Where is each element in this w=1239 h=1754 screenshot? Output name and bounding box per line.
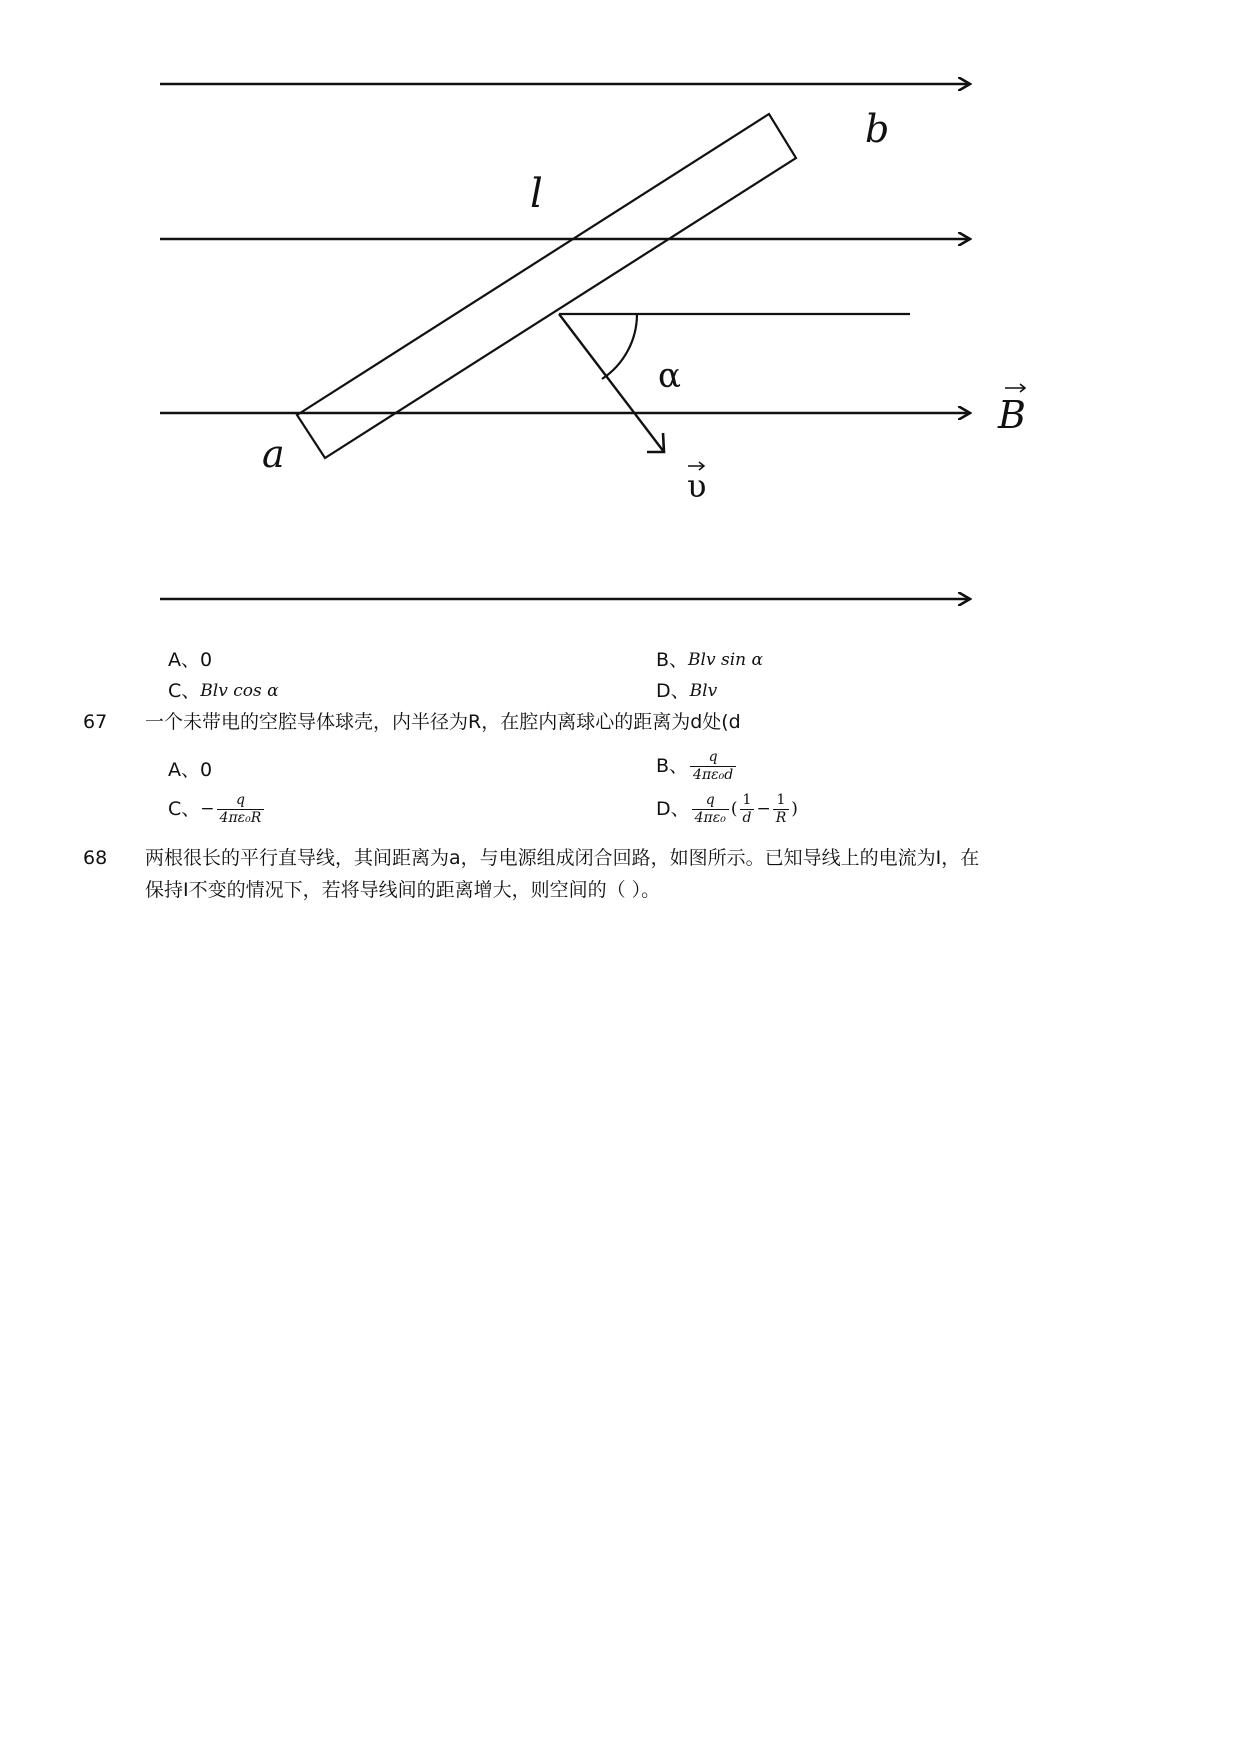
label-B: B — [998, 393, 1026, 437]
label-a: a — [262, 432, 285, 476]
q68-stem-line-1: 两根很长的平行直导线，其间距离为a，与电源组成闭合回路，如图所示。已知导线上的电流为I，在 — [145, 847, 980, 869]
label-v: υ — [687, 467, 707, 505]
option-letter: B、 — [656, 649, 689, 671]
option-letter: B、 — [656, 754, 689, 777]
q67-option-c[interactable] — [168, 793, 266, 825]
q67-option-b[interactable] — [656, 750, 738, 782]
velocity-arrow — [559, 314, 664, 452]
option-math: Blv — [689, 681, 718, 701]
q67-number: 67 — [83, 711, 108, 733]
angle-arc — [602, 314, 637, 379]
q67-option-a[interactable] — [168, 761, 212, 780]
option-letter: A、 — [168, 649, 200, 671]
label-b: b — [865, 107, 890, 151]
label-l: l — [530, 171, 543, 217]
option-letter: A、 — [168, 759, 200, 781]
B-vector-arrow-icon — [1005, 384, 1025, 392]
q68-stem-line-2: 保持I不变的情况下，若将导线间的距离增大，则空间的（ ）。 — [145, 879, 661, 901]
open-paren: ( — [730, 798, 738, 819]
q66-option-c[interactable] — [168, 682, 279, 701]
option-letter: D、 — [656, 797, 690, 820]
fraction: $\frac{q}{\text{4πε₀d}}$ — [690, 750, 736, 782]
conducting-rod — [297, 114, 796, 458]
magnetic-field-rod-figure — [0, 0, 1239, 640]
option-value: 0 — [200, 649, 213, 671]
option-letter: C、 — [168, 680, 201, 702]
q68-number: 68 — [83, 847, 108, 869]
option-math: Blv cos α — [200, 681, 279, 701]
option-letter: C、 — [168, 797, 201, 820]
label-alpha: α — [658, 356, 681, 396]
q66-option-a[interactable] — [168, 651, 212, 670]
q66-option-b[interactable] — [656, 651, 763, 670]
fraction: $\frac{1}{d}$ — [740, 793, 755, 825]
fraction: $\frac{q}{\text{4πε₀R}}$ — [217, 793, 265, 825]
close-paren: ) — [791, 798, 798, 819]
option-letter: D、 — [656, 680, 690, 702]
option-value: 0 — [200, 759, 213, 781]
q67-option-d[interactable] — [656, 793, 798, 825]
fraction: $\frac{1}{R}$ — [773, 793, 790, 825]
minus-sign: − — [756, 798, 771, 819]
fraction: $\frac{q}{\text{4πε₀}}$ — [692, 793, 729, 825]
minus-sign: − — [200, 798, 215, 819]
q66-option-d[interactable] — [656, 682, 717, 701]
option-math: Blv sin α — [688, 650, 763, 670]
q67-stem: 一个未带电的空腔导体球壳，内半径为R，在腔内离球心的距离为d处(d — [145, 711, 741, 733]
